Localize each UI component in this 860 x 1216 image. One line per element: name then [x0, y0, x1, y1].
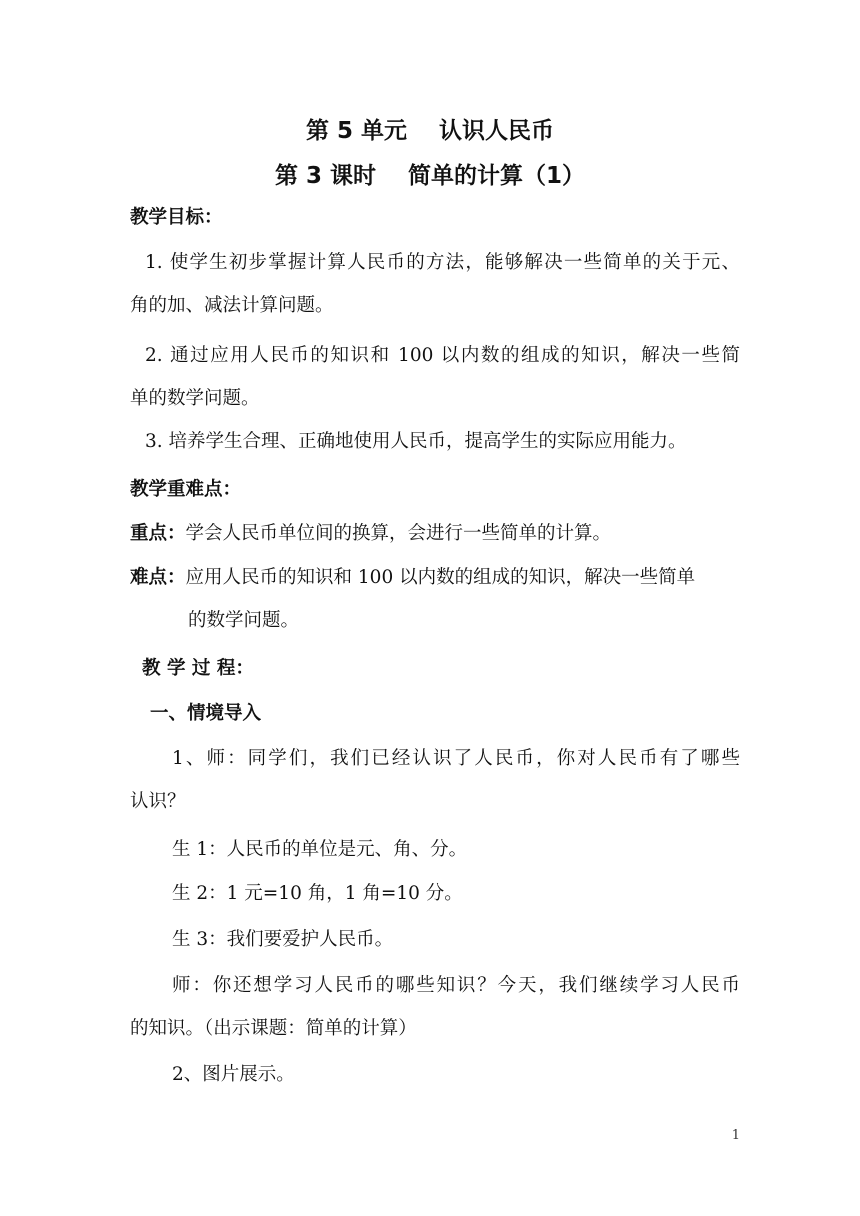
difficulty-label: 难点： — [130, 567, 186, 588]
focus-text: 学会人民币单位间的换算，会进行一些简单的计算。 — [185, 523, 612, 544]
paragraph-2-line-1: 师：你还想学习人民币的哪些知识？今天，我们继续学习人民币 — [172, 975, 740, 996]
paragraph-1-line-2: 认识？ — [130, 791, 186, 812]
objective-3: 3. 培养学生合理、正确地使用人民币，提高学生的实际应用能力。 — [145, 431, 687, 452]
paragraph-3: 2、图片展示。 — [172, 1064, 295, 1085]
paragraph-1-line-1: 1、师：同学们，我们已经认识了人民币，你对人民币有了哪些 — [172, 748, 740, 769]
student-answer-1: 生 1：人民币的单位是元、角、分。 — [172, 839, 468, 860]
process-heading: 教 学 过 程： — [142, 658, 254, 679]
student-answer-2: 生 2：1 元=10 角，1 角=10 分。 — [172, 883, 463, 904]
page-number: 1 — [731, 1128, 740, 1143]
objectives-heading: 教学目标： — [130, 207, 223, 228]
objective-1-line-1: 1. 使学生初步掌握计算人民币的方法，能够解决一些简单的关于元、 — [145, 252, 740, 273]
focus-line — [130, 521, 740, 547]
objective-2-line-1: 2. 通过应用人民币的知识和 100 以内数的组成的知识，解决一些简 — [145, 345, 740, 366]
difficulty-line — [130, 565, 740, 591]
section-1-heading: 一、情境导入 — [150, 703, 262, 724]
objective-2-line-2: 单的数学问题。 — [130, 388, 260, 409]
unit-title: 第 5 单元 认识人民币 — [305, 118, 555, 144]
difficulty-text-line-2: 的数学问题。 — [188, 610, 300, 631]
focus-label: 重点： — [130, 523, 186, 544]
paragraph-2-line-2: 的知识。（出示课题：简单的计算） — [130, 1018, 417, 1039]
lesson-title: 第 3 课时 简单的计算（1） — [274, 163, 586, 189]
difficulty-text-line-1: 应用人民币的知识和 100 以内数的组成的知识，解决一些简单 — [185, 567, 696, 588]
key-points-heading: 教学重难点： — [130, 479, 242, 500]
student-answer-3: 生 3：我们要爱护人民币。 — [172, 929, 394, 950]
objective-1-line-2: 角的加、减法计算问题。 — [130, 295, 334, 316]
